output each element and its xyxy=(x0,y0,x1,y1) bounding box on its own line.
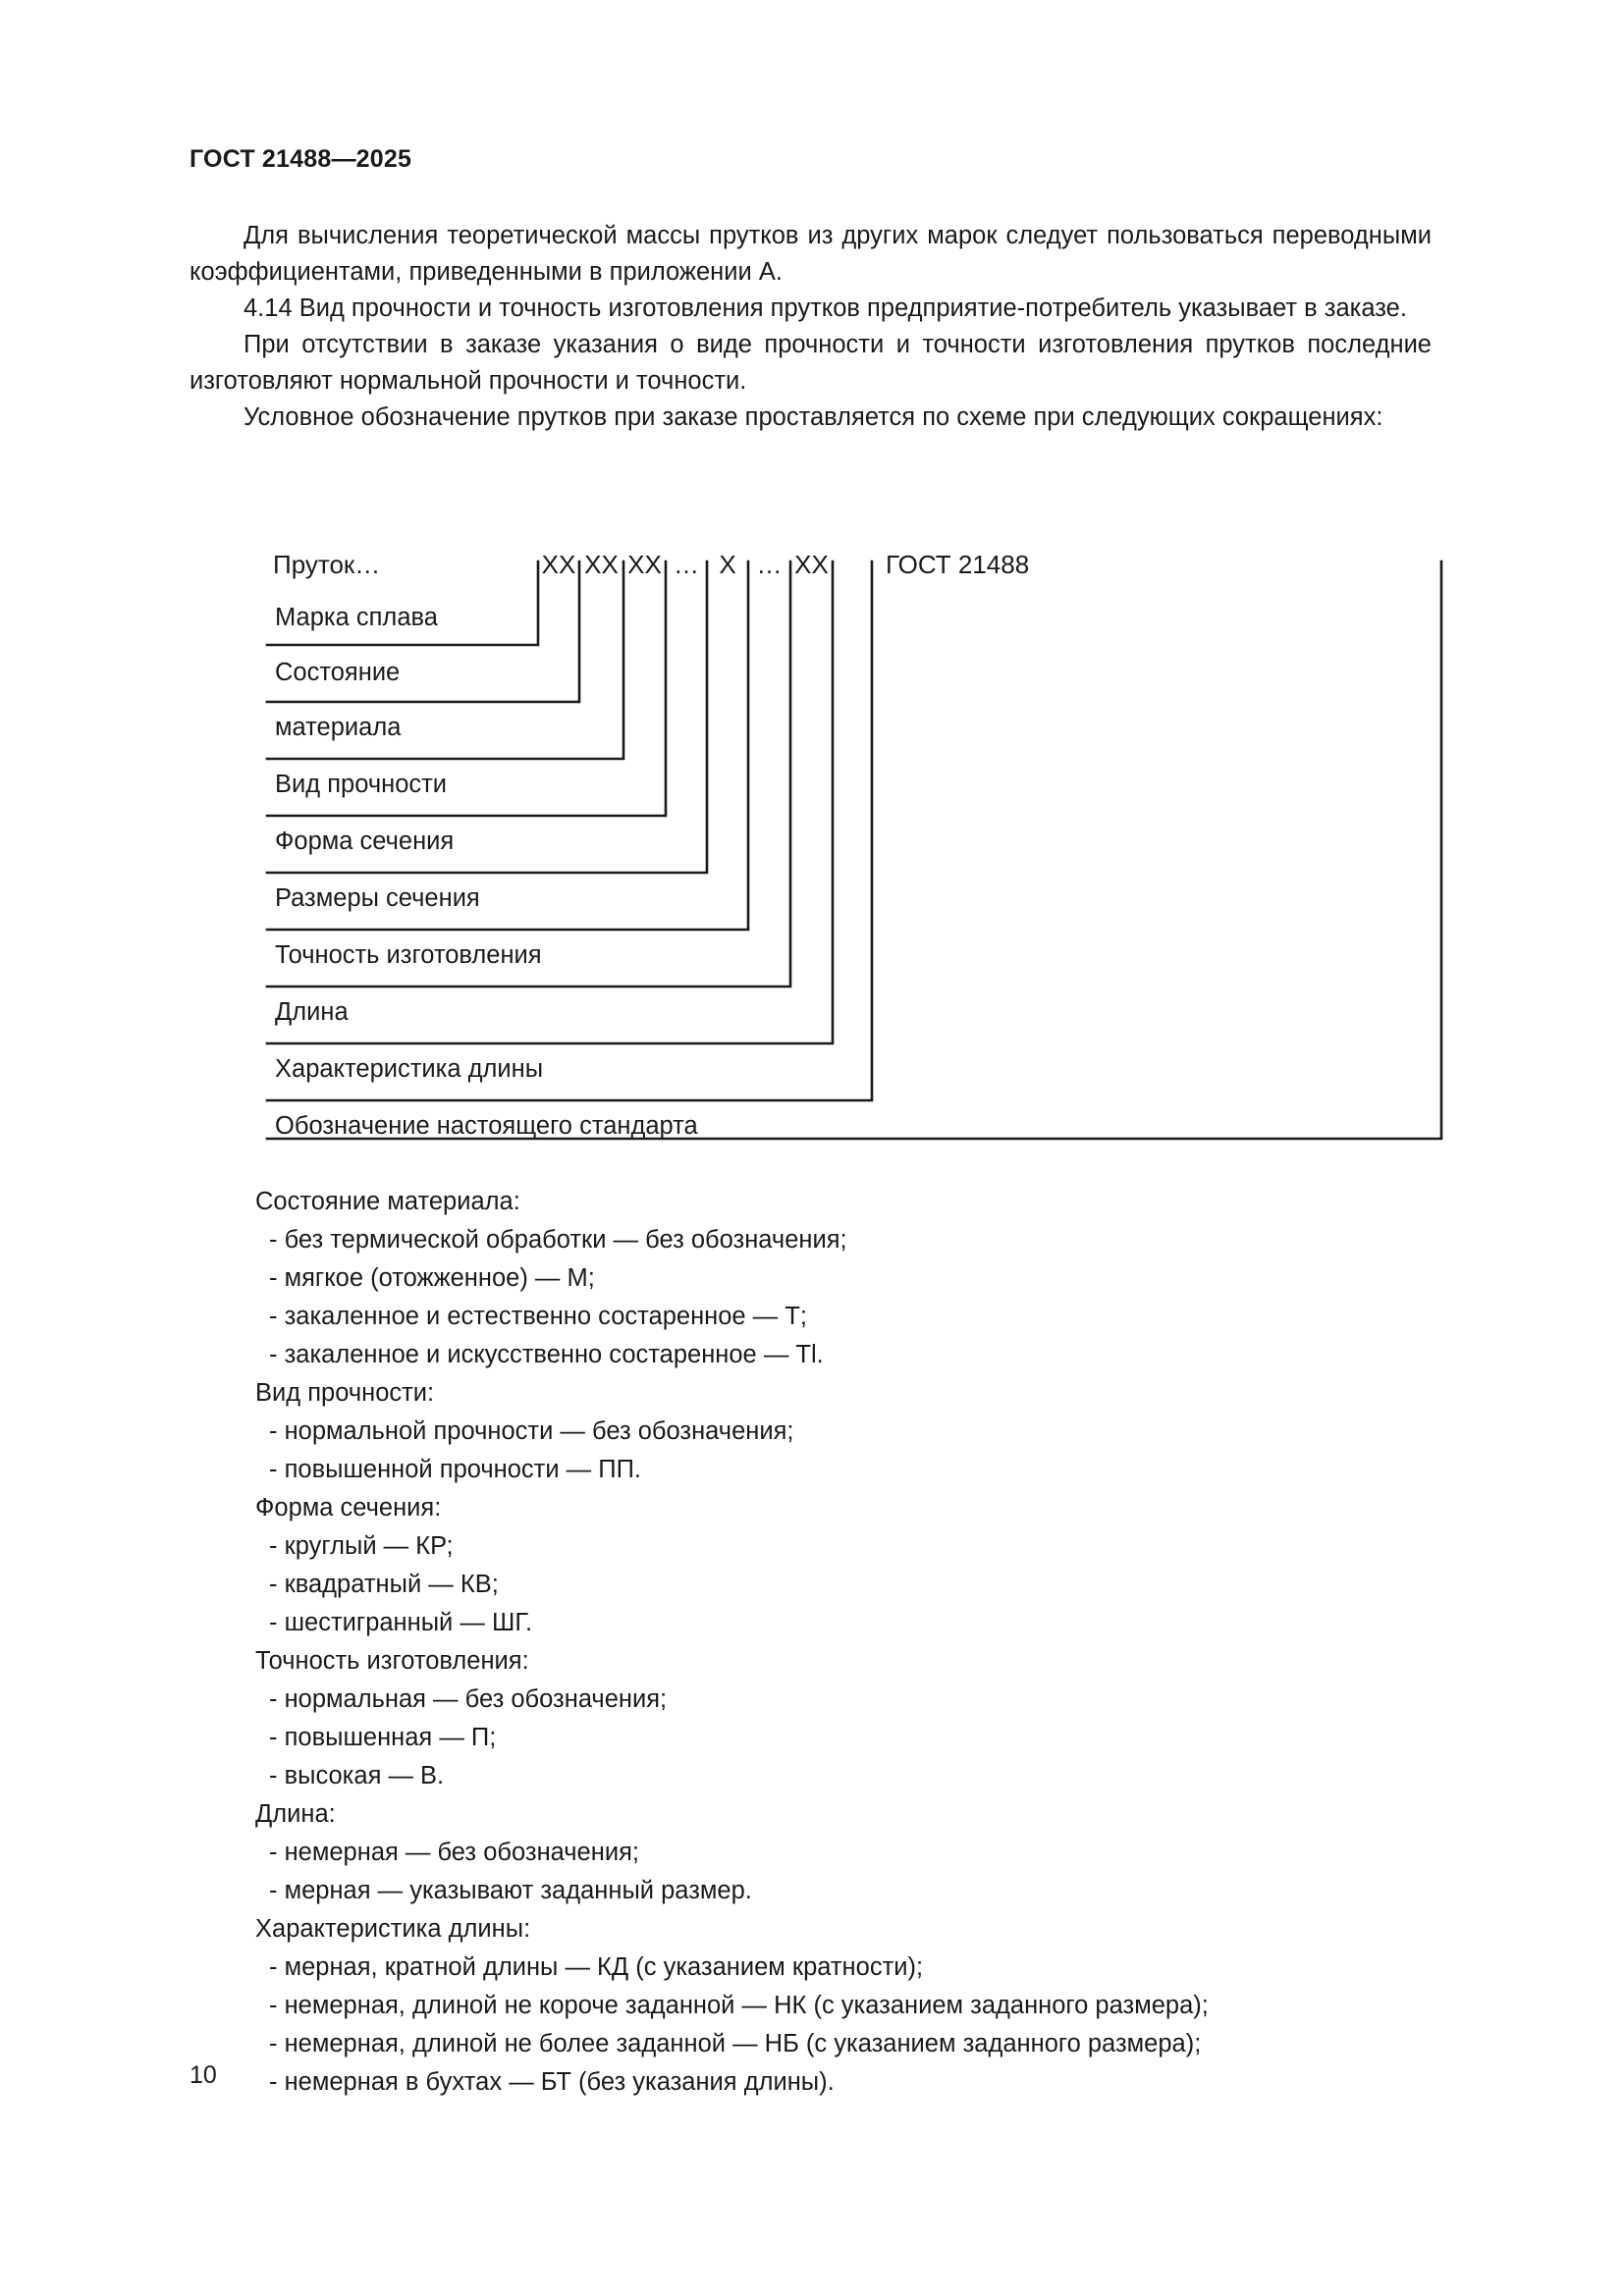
schema-label-section-shape: Форма сечения xyxy=(275,828,455,855)
abbrev-group-heading: Длина: xyxy=(255,1800,336,1828)
abbrev-item: - повышенной прочности — ПП. xyxy=(269,1456,642,1483)
abbrev-item: - немерная в бухтах — БТ (без указания длины). xyxy=(269,2068,835,2096)
schema-label-manufacture-precision: Точность изготовления xyxy=(275,941,542,969)
schema-label-material-state-1: Состояние xyxy=(275,659,401,686)
abbrev-item: - мягкое (отожженное) — М; xyxy=(269,1264,595,1292)
abbrev-item: - немерная, длиной не более заданной — НБ (с указанием заданного размера); xyxy=(269,2030,1202,2057)
abbrev-item: - круглый — КР; xyxy=(269,1532,454,1560)
abbrev-item: - мерная — указывают заданный размер. xyxy=(269,1877,752,1904)
abbrev-group-heading: Характеристика длины: xyxy=(255,1915,531,1943)
paragraph: 4.14 Вид прочности и точность изготовления прутков предприятие-потребитель указывает в заказе. xyxy=(244,294,1407,322)
schema-code-cell-3: XX xyxy=(627,550,662,579)
schema-code-prefix: Пруток… xyxy=(273,550,381,579)
abbrev-item: - квадратный — КВ; xyxy=(269,1571,499,1598)
schema-label-alloy-grade: Марка сплава xyxy=(275,604,438,631)
schema-label-section-size: Размеры сечения xyxy=(275,884,480,912)
abbrev-item: - повышенная — П; xyxy=(269,1724,497,1751)
schema-code-cell-5: X xyxy=(719,550,736,579)
body-text xyxy=(189,218,1432,436)
schema-label-strength-type: Вид прочности xyxy=(275,771,448,798)
abbrev-item: - закаленное и искусственно состаренное — Tl. xyxy=(269,1341,824,1368)
abbrev-item: - без термической обработки — без обозначения; xyxy=(269,1226,847,1254)
abbrev-item: - немерная — без обозначения; xyxy=(269,1839,639,1866)
schema-code-cell-6: … xyxy=(756,550,783,579)
page-title: ГОСТ 21488—2025 xyxy=(189,145,412,173)
abbrev-group-heading: Вид прочности: xyxy=(255,1379,435,1407)
schema-label-material-state-2: материала xyxy=(275,714,402,741)
abbrev-group-heading: Форма сечения: xyxy=(255,1494,442,1522)
schema-code-cell-2: XX xyxy=(584,550,619,579)
paragraph: При отсутствии в заказе указания о виде прочности и точности изготовления прутков последние изготовляют нормальной прочности и точности. xyxy=(189,331,1432,395)
abbrev-item: - закаленное и естественно состаренное — Т; xyxy=(269,1303,807,1330)
abbrev-item: - высокая — В. xyxy=(269,1762,445,1789)
abbreviations-list xyxy=(255,1183,1483,2102)
schema-label-standard-designation: Обозначение настоящего стандарта xyxy=(275,1112,698,1140)
abbrev-item: - немерная, длиной не короче заданной — НК (с указанием заданного размера); xyxy=(269,1992,1209,2019)
designation-schema-diagram xyxy=(267,550,1445,1158)
paragraph: Условное обозначение прутков при заказе проставляется по схеме при следующих сокращениях: xyxy=(244,403,1383,431)
abbrev-item: - нормальной прочности — без обозначения; xyxy=(269,1417,794,1445)
abbrev-item: - шестигранный — ШГ. xyxy=(269,1609,533,1636)
abbrev-group-heading: Точность изготовления: xyxy=(255,1647,529,1675)
abbrev-item: - мерная, кратной длины — КД (с указанием кратности); xyxy=(269,1953,924,1981)
abbrev-group-heading: Состояние материала: xyxy=(255,1188,520,1215)
schema-code-cell-7: XX xyxy=(794,550,829,579)
page-number: 10 xyxy=(189,2061,217,2089)
paragraph: Для вычисления теоретической массы прутков из других марок следует пользоваться переводными коэффициентами, приведенными в приложении А. xyxy=(189,222,1432,286)
schema-label-length-character: Характеристика длины xyxy=(275,1055,544,1083)
schema-code-standard: ГОСТ 21488 xyxy=(886,550,1030,579)
schema-code-cell-1: XX xyxy=(541,550,576,579)
schema-code-cell-4: … xyxy=(674,550,699,579)
schema-label-length: Длина xyxy=(275,998,349,1026)
abbrev-item: - нормальная — без обозначения; xyxy=(269,1685,668,1713)
